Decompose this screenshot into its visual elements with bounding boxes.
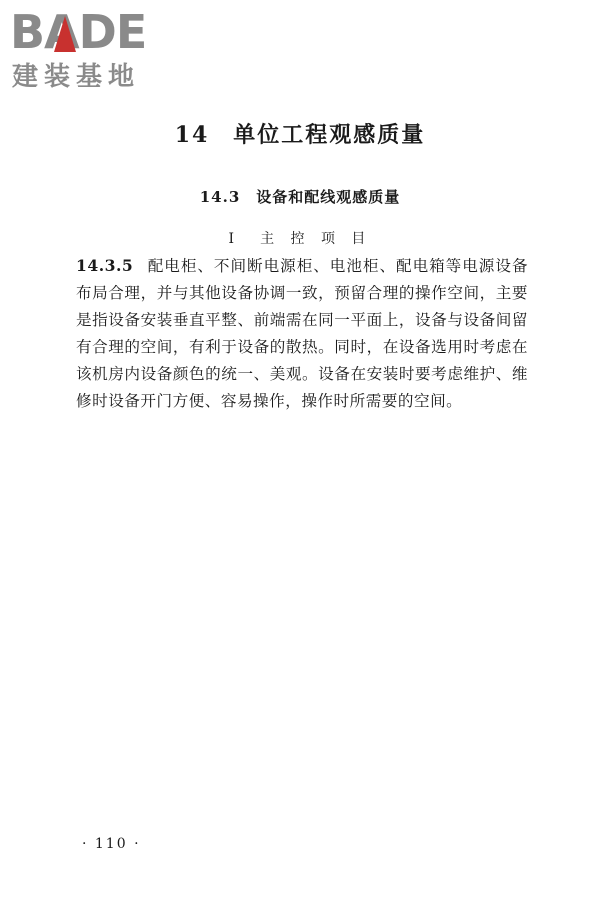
logo — [10, 6, 180, 96]
logo-accent-triangle — [54, 16, 76, 52]
section-title: 14.3 设备和配线观感质量 — [199, 188, 401, 206]
subsection-title: Ⅰ 主 控 项 目 — [228, 231, 372, 247]
chapter-title: 14 单位工程观感质量 — [174, 122, 426, 148]
logo-brand: BADE — [10, 5, 147, 59]
clause-number: 14.3.5 — [76, 256, 134, 275]
clause-paragraph — [76, 252, 528, 415]
logo-subtitle: 建装基地 — [12, 62, 141, 92]
page-number: · 110 · — [82, 836, 141, 852]
clause-text: 配电柜、不间断电源柜、电池柜、配电箱等电源设备布局合理，并与其他设备协调一致，预留合理的操作空间，主要是指设备安装垂直平整、前端需在同一平面上，设备与设备间留有合理的空间，有利于设备的散热。同时，在设备选用时考虑在该机房内设备颜色的统一、美观。设备在安装时要考虑维护、维修时设备开门方便、容易操作，操作时所需要的空间。 — [76, 257, 528, 410]
